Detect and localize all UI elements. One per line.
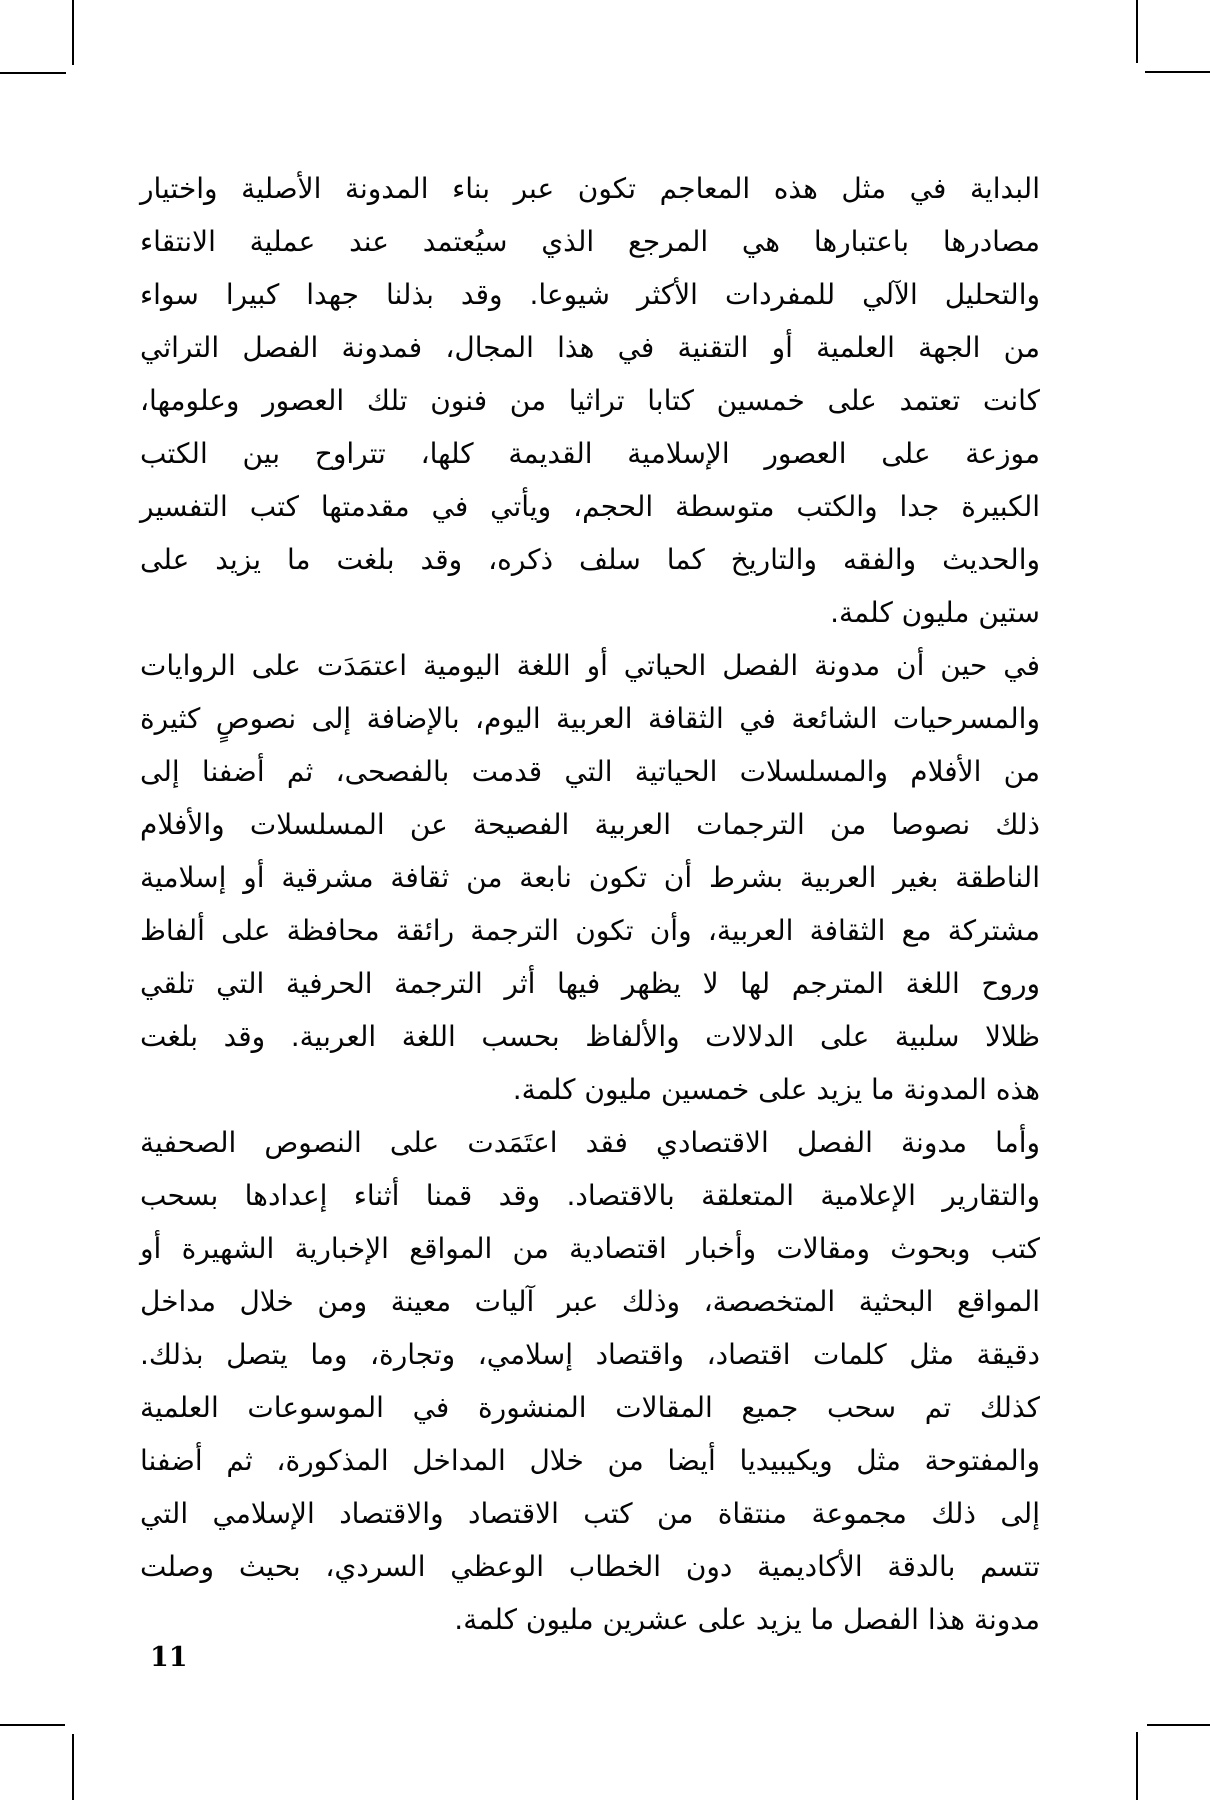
text-line: والتحليل الآلي للمفردات الأكثر شيوعا. وقد بذلنا جهدا كبيرا سواء: [140, 278, 1040, 311]
crop-mark-top-right-horizontal: [1145, 71, 1210, 73]
text-line: البداية في مثل هذه المعاجم تكون عبر بناء المدونة الأصلية واختيار: [140, 172, 1040, 205]
text-line: في حين أن مدونة الفصل الحياتي أو اللغة اليومية اعتمَدَت على الروايات: [140, 649, 1040, 682]
crop-mark-bottom-right-horizontal: [1147, 1724, 1210, 1726]
paragraph-1: [140, 162, 1040, 639]
text-line: كتب وبحوث ومقالات وأخبار اقتصادية من المواقع الإخبارية الشهيرة أو: [140, 1232, 1040, 1265]
page-number: 11: [150, 1642, 188, 1673]
crop-mark-bottom-right-vertical: [1136, 1732, 1138, 1800]
paragraph-3: [140, 1116, 1040, 1646]
text-block: [140, 162, 1040, 1646]
text-line: موزعة على العصور الإسلامية القديمة كلها، تتراوح بين الكتب: [140, 437, 1040, 470]
crop-mark-bottom-left-horizontal: [0, 1724, 65, 1726]
text-line: والمفتوحة مثل ويكيبيديا أيضا من خلال المداخل المذكورة، ثم أضفنا: [140, 1444, 1040, 1477]
text-line: كانت تعتمد على خمسين كتابا تراثيا من فنون تلك العصور وعلومها،: [140, 384, 1040, 417]
paragraph-2: [140, 639, 1040, 1116]
text-line: والحديث والفقه والتاريخ كما سلف ذكره، وقد بلغت ما يزيد على: [140, 543, 1040, 576]
crop-mark-top-left-horizontal: [0, 72, 66, 74]
crop-mark-bottom-left-vertical: [72, 1734, 74, 1800]
text-line: مصادرها باعتبارها هي المرجع الذي سيُعتمد عند عملية الانتقاء: [140, 225, 1040, 258]
crop-mark-top-left-vertical: [72, 0, 74, 65]
text-line: من الأفلام والمسلسلات الحياتية التي قدمت بالفصحى، ثم أضفنا إلى: [140, 755, 1040, 788]
crop-mark-top-right-vertical: [1136, 0, 1138, 63]
text-line: والمسرحيات الشائعة في الثقافة العربية اليوم، بالإضافة إلى نصوصٍ كثيرة: [140, 702, 1040, 735]
text-line: من الجهة العلمية أو التقنية في هذا المجال، فمدونة الفصل التراثي: [140, 331, 1040, 364]
text-line: تتسم بالدقة الأكاديمية دون الخطاب الوعظي السردي، بحيث وصلت: [140, 1550, 1040, 1583]
text-line: ذلك نصوصا من الترجمات العربية الفصيحة عن المسلسلات والأفلام: [140, 808, 1040, 841]
text-line: كذلك تم سحب جميع المقالات المنشورة في الموسوعات العلمية: [140, 1391, 1040, 1424]
text-line: هذه المدونة ما يزيد على خمسين مليون كلمة.: [512, 1073, 1040, 1106]
text-line: المواقع البحثية المتخصصة، وذلك عبر آليات معينة ومن خلال مداخل: [140, 1285, 1040, 1318]
text-line: ستين مليون كلمة.: [830, 596, 1040, 629]
text-line: دقيقة مثل كلمات اقتصاد، واقتصاد إسلامي، وتجارة، وما يتصل بذلك.: [140, 1338, 1040, 1371]
text-line: وأما مدونة الفصل الاقتصادي فقد اعتَمَدت على النصوص الصحفية: [140, 1126, 1040, 1159]
text-line: الكبيرة جدا والكتب متوسطة الحجم، ويأتي في مقدمتها كتب التفسير: [140, 490, 1040, 523]
text-line: وروح اللغة المترجم لها لا يظهر فيها أثر الترجمة الحرفية التي تلقي: [140, 967, 1040, 1000]
text-line: إلى ذلك مجموعة منتقاة من كتب الاقتصاد والاقتصاد الإسلامي التي: [140, 1497, 1040, 1530]
text-line: والتقارير الإعلامية المتعلقة بالاقتصاد. وقد قمنا أثناء إعدادها بسحب: [140, 1179, 1040, 1212]
text-line: مشتركة مع الثقافة العربية، وأن تكون الترجمة رائقة محافظة على ألفاظ: [140, 914, 1040, 947]
text-line: الناطقة بغير العربية بشرط أن تكون نابعة من ثقافة مشرقية أو إسلامية: [140, 861, 1040, 894]
text-line: ظلالا سلبية على الدلالات والألفاظ بحسب اللغة العربية. وقد بلغت: [140, 1020, 1040, 1053]
text-line: مدونة هذا الفصل ما يزيد على عشرين مليون كلمة.: [454, 1603, 1040, 1636]
